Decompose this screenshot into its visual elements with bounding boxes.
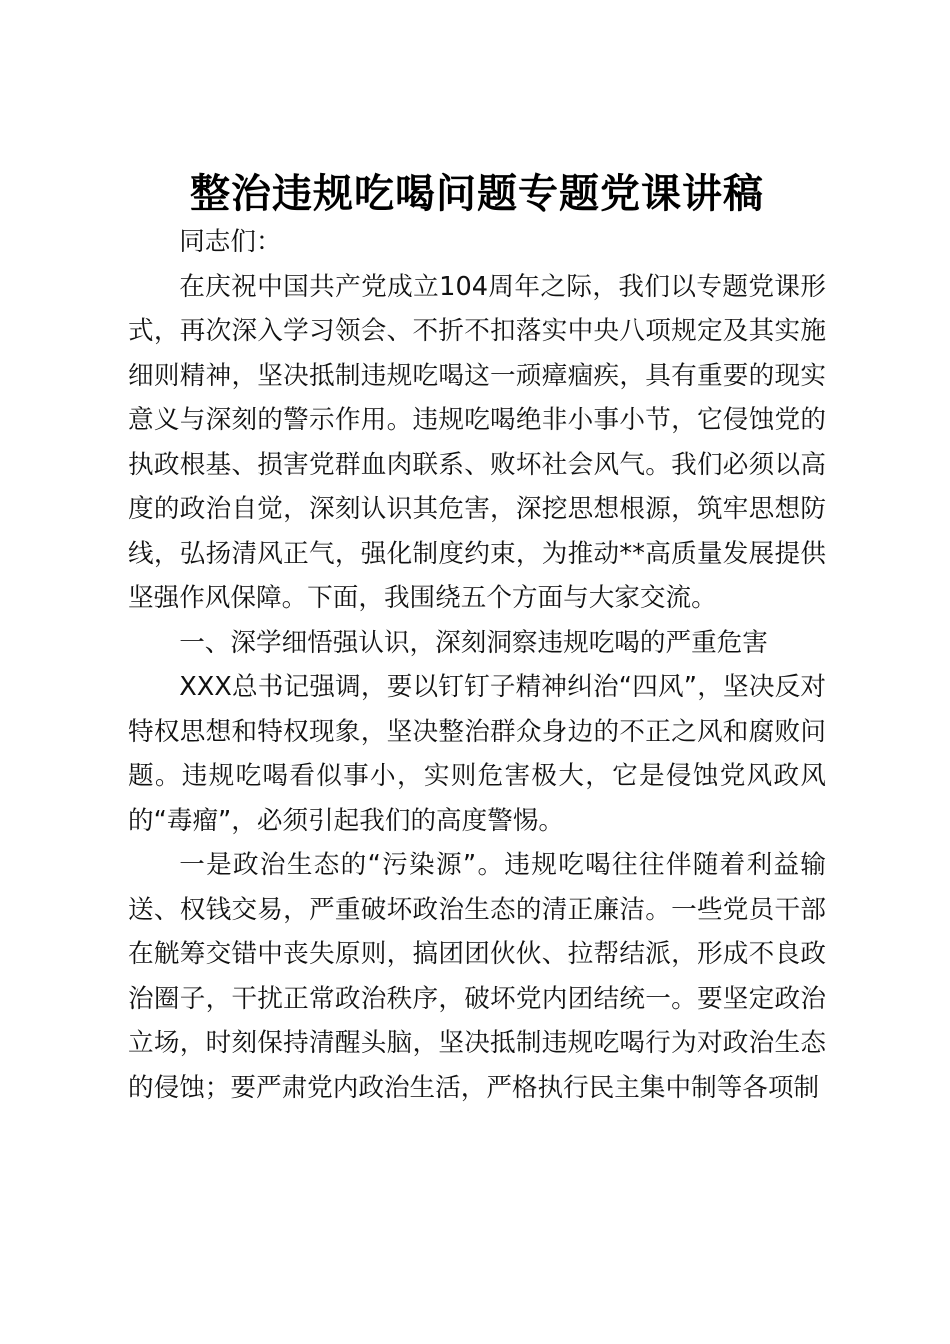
intro-paragraph: 在庆祝中国共产党成立104周年之际，我们以专题党课形式，再次深入学习领会、不折不扣落实中央八项规定及其实施细则精神，坚决抵制违规吃喝这一顽瘴痼疾，具有重要的现实意义与深刻的警示作用。违规吃喝绝非小事小节，它侵蚀党的执政根基、损害党群血肉联系、败坏社会风气。我们必须以高度的政治自觉，深刻认识其危害，深挖思想根源，筑牢思想防线，弘扬清风正气，强化制度约束，为推动**高质量发展提供坚强作风保障。下面，我围绕五个方面与大家交流。	[128, 271, 826, 613]
document-title: 整治违规吃喝问题专题党课讲稿	[190, 170, 764, 217]
salutation: 同志们：	[179, 227, 282, 257]
section-paragraph: XXX总书记强调，要以钉钉子精神纠治“四风”，坚决反对特权思想和特权现象，坚决整治群众身边的不正之风和腐败问题。违规吃喝看似事小，实则危害极大，它是侵蚀党风政风的“毒瘤”，必须引起我们的高度警惕。	[128, 672, 826, 836]
document-text	[128, 220, 826, 1110]
document-body	[128, 168, 826, 1110]
section-paragraph: 一是政治生态的“污染源”。违规吃喝往往伴随着利益输送、权钱交易，严重破坏政治生态的清正廉洁。一些党员干部在觥筹交错中丧失原则，搞团团伙伙、拉帮结派，形成不良政治圈子，干扰正常政治秩序，破坏党内团结统一。要坚定政治立场，时刻保持清醒头脑，坚决抵制违规吃喝行为对政治生态的侵蚀；要严肃党内政治生活，严格执行民主集中制等各项制	[128, 850, 826, 1103]
section-heading: 一、深学细悟强认识，深刻洞察违规吃喝的严重危害	[179, 627, 768, 658]
